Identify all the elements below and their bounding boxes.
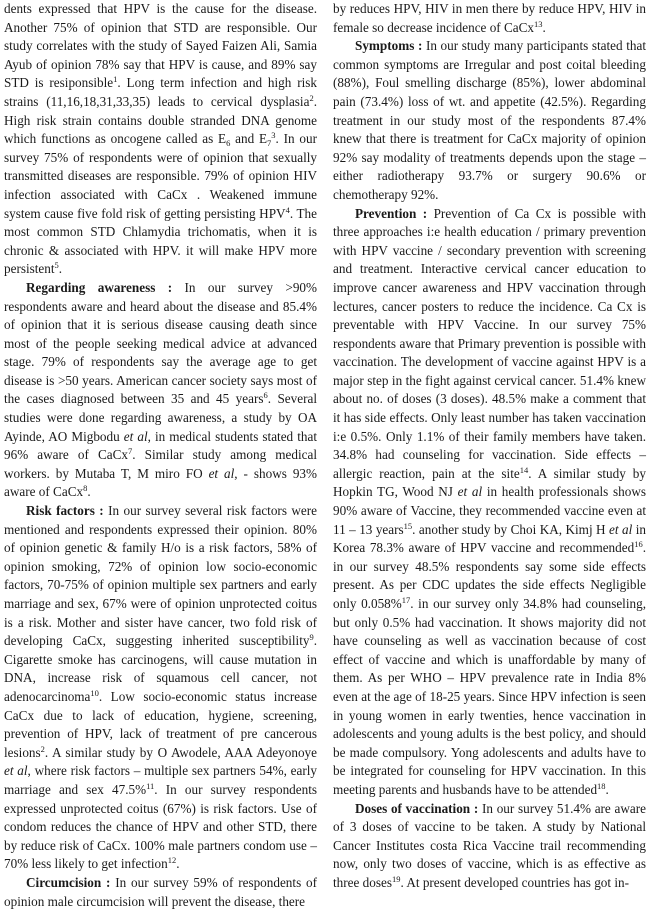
paragraph-text: In our survey 51.4% are aware of 3 doses of vaccine to be taken. A study by National Cancer Institutes costa Rica Vaccine trail recommending now, only two doses of vaccine, which is as effective as three doses	[333, 800, 646, 890]
paragraph-text: . Several studies were done regarding awareness, a study by OA Ayinde, AO Migbodu	[4, 391, 317, 444]
paragraph-text: .	[542, 19, 546, 35]
paragraph-text: in Korea 78.3% aware of HPV vaccine and recommended	[333, 521, 646, 556]
left-paragraph-risk-factors	[4, 502, 317, 874]
right-paragraph-doses	[333, 800, 646, 893]
citation: 2	[40, 743, 45, 754]
left-paragraph-circumcision	[4, 874, 317, 911]
paragraph-text: . The most common STD Chlamydia trichomatis, when it is chronic & associated with HPV. it will make HPV more persistent	[4, 205, 317, 277]
citation: 1	[113, 74, 118, 85]
section-heading-awareness: Regarding awareness :	[26, 279, 173, 295]
paragraph-text: In our study many participants stated that common symptoms are Irregular and post coital bleeding (88%), Foul smelling discharge (85%), lower abdominal pain (73.4%) loss of wt. and appetite (42.5%). Regarding treatment in our study most of the respondents 87.4% knew that there is treatment for CaCx majority of opinion 92% say modality of treatments depends upon the stage – either radiotherapy 93.7% or surgery 90.6% or chemotherapy 92%.	[333, 38, 646, 202]
citation: 15	[403, 520, 413, 531]
paragraph-text: . In our survey 75% of respondents were of opinion that sexually transmitted diseases are responsible. 79% of opinion HIV infection associated with CaCx . Weakened immune system cause five fold risk of getting persisting HPV	[4, 131, 317, 221]
paragraph-text: . High risk strain contains double stranded DNA genome which functions as oncogene called as E	[4, 93, 317, 147]
paragraph-text: . another study by Choi KA, Kimj H	[412, 521, 610, 537]
paragraph-text: and E	[230, 131, 268, 147]
paragraph-text: . in our survey only 34.8% had counseling, but only 0.5% had vaccination. It shows majority did not have counseling as well as vaccination because of cost effect of vaccine and which is unaffordable by many of them. As per WHO – HPV prevalence rate in India 8% even at the age of 18-25 years. Since HPV infection is seen in young women in early twenties, hence vaccination in adolescents and young adults is the best policy, and should be made compulsory. Yong adolescents and adults have to be integrated for counseling for HPV vaccination. In this meeting parents and husbands have to be attended	[333, 596, 646, 797]
citation: 12	[167, 855, 177, 866]
section-heading-risk-factors: Risk factors :	[26, 503, 104, 519]
paragraph-text: , where risk factors – multiple sex partners 54%, early marriage and sex 47.5%	[4, 763, 317, 797]
citation: 9	[309, 632, 314, 643]
section-heading-circumcision: Circumcision :	[26, 874, 111, 890]
citation: 5	[54, 260, 59, 271]
left-column	[4, 0, 317, 911]
et-al: et al	[609, 521, 633, 537]
et-al: et al	[457, 484, 483, 500]
et-al: et al	[4, 763, 28, 779]
paragraph-text: . in our survey 48.5% respondents say some side effects present. As per CDC updates the side effects Negligible only 0.058%	[333, 540, 646, 611]
right-paragraph-symptoms	[333, 37, 646, 204]
section-heading-prevention: Prevention :	[355, 205, 428, 221]
paragraph-text: . A similar study by O Awodele, AAA Adeyonoye	[44, 744, 317, 760]
paragraph-text: , - shows 93% aware of CaCx	[4, 465, 317, 500]
paragraph-text: . Similar study among medical workers. by Mutaba T, M miro FO	[4, 447, 318, 481]
section-heading-symptoms: Symptoms :	[355, 38, 423, 54]
citation: 17	[401, 595, 411, 605]
citation: 8	[83, 483, 88, 494]
citation: 6	[263, 390, 268, 401]
citation: 18	[597, 780, 606, 791]
et-al: et al	[123, 428, 148, 444]
paragraph-text: In our survey several risk factors were mentioned and respondents expressed their opinion. 80% of opinion genetic & family H/o is a risk factors, 58% of opinion smoking, 72% of opinion low socio-economic factors, 70-75% of opinion multiple sex partners and early marriage and sex, 67% were of opinion unprotected coitus is a risk. Mother and sister have cancer, two fold risk of developing CaCx, suggesting inherited susceptibility	[4, 503, 317, 649]
paragraph-text: In our survey 59% of respondents of opinion male circumcision will prevent the disease, there	[4, 874, 317, 909]
paragraph-text: .	[58, 261, 63, 277]
citation: 19	[391, 873, 401, 884]
left-paragraph-hpv-cause	[4, 0, 317, 279]
right-paragraph-prevention	[333, 205, 646, 800]
paragraph-text: , in medical students stated that 96% aware of CaCx	[4, 428, 317, 463]
citation: 3	[271, 130, 276, 141]
paragraph-text: in health professionals shows 90% aware of Vaccine, they recommended vaccine even at 11 – 13 years	[333, 484, 646, 537]
citation: 11	[146, 780, 155, 791]
paragraph-text: dents expressed that HPV is the cause for the disease. Another 75% of opinion that STD are responsible. Our study correlates with the study of Sayed Faizen Ali, Samia Ayub of opinion 78% say that HPV is cause, and 89% say STD is resiponsible	[4, 1, 317, 91]
paragraph-text: Prevention of Ca Cx is possible with three approaches i:e health education / primary prevention with HPV vaccine / secondary prevention with screening and treatment. Interactive cervical cancer education to improve cancer awareness and HPV vaccination through lectures, cancer posters to reduce the incidence. Ca Cx is preventable with HPV Vaccine. In our survey 75% respondents aware that Primary prevention is possible with vaccination. The development of vaccine against HPV is a major step in the fight against cervical cancer. 51.4% knew about no. of doses (3 doses). 48.5% make a comment that it has side effects. Only least number has taken vaccination i:e 0.5%. Only 1.1% of their family members have taken. 34.8% had counseling for vaccination. Side effects – allergic reaction, pain at the site	[333, 205, 646, 481]
citation: 7	[128, 446, 133, 457]
right-paragraph-circumcision-cont	[333, 0, 646, 37]
et-al: et al	[208, 465, 235, 481]
section-heading-doses: Doses of vaccination :	[355, 800, 479, 816]
citation: 13	[534, 18, 543, 29]
citation: 2	[309, 92, 314, 103]
paragraph-text: by reduces HPV, HIV in men there by reduce HPV, HIV in female so decrease incidence of CaCx	[333, 1, 646, 35]
paragraph-text: .	[605, 781, 609, 797]
paragraph-text: . Low socio-economic status increase CaCx due to lack of education, hygiene, screening, prevention of HPV, lack of treatment of pre cancerous lesions	[4, 688, 317, 760]
paragraph-text: . Cigarette smoke has carcinogens, will cause mutation in DNA, increase risk of squamous cell cancer, not adenocarcinoma	[4, 633, 317, 704]
citation: 14	[519, 464, 529, 475]
paragraph-text: . Long term infection and high risk strains (11,16,18,31,33,35) leads to cervical dysplasia	[4, 75, 317, 109]
subscript: 7	[267, 138, 272, 149]
right-column	[333, 0, 646, 893]
paragraph-text: .	[176, 856, 180, 872]
citation: 4	[285, 204, 290, 215]
paragraph-text: . At present developed countries has got in-	[400, 874, 629, 890]
citation: 16	[634, 539, 643, 550]
paragraph-text: . In our survey respondents expressed unprotected coitus (67%) is risk factors. Use of condom reduces the chance of HPV and other STD, there by reduce risk of CaCx. 100% male partners condom use – 70% less likely to get infection	[4, 781, 317, 872]
paragraph-text: In our survey >90% respondents aware and heard about the disease and 85.4% of opinion that it is serious disease causing death since most of the people seeking medical advice at advanced stage. 79% of respondents say the average age to get disease is >50 years. American cancer society says most of the cases diagnosed between 35 and 45 years	[4, 279, 317, 407]
citation: 10	[90, 687, 99, 698]
left-paragraph-awareness	[4, 279, 317, 502]
subscript: 6	[226, 138, 231, 149]
paragraph-text: .	[87, 484, 91, 500]
paragraph-text: . A similar study by Hopkin TG, Wood NJ	[333, 465, 646, 500]
